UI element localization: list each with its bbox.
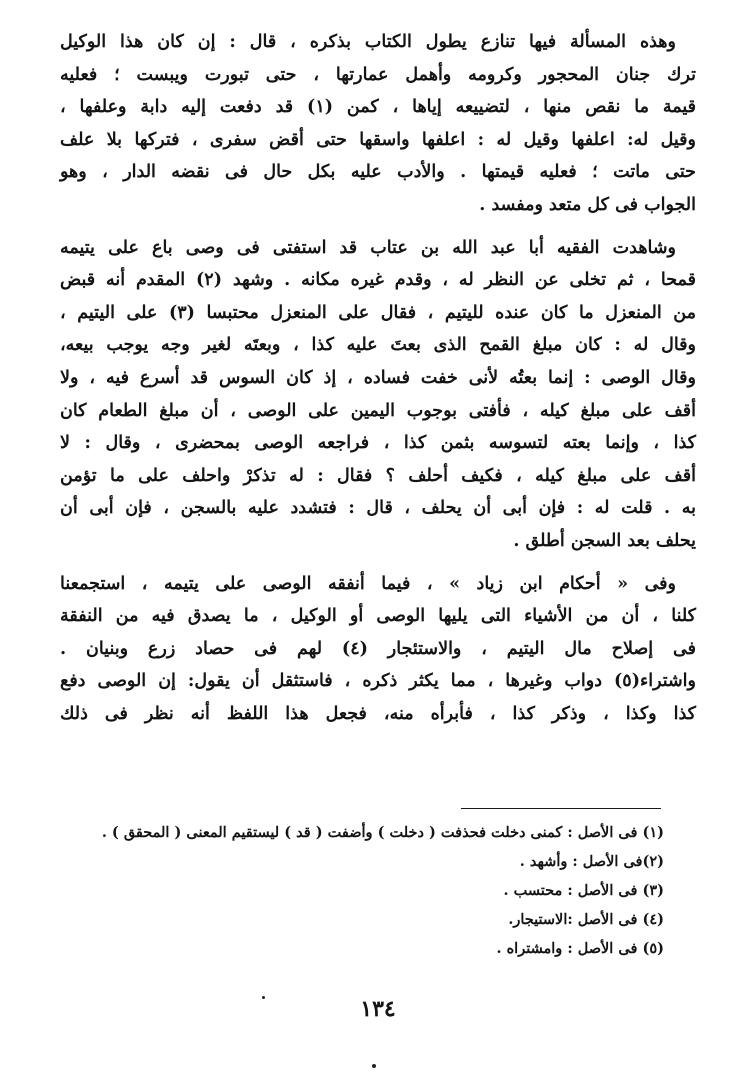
text-line: ترك جنان المحجور وكرومه وأهمل عمارتها ، حتى تبورت ويبست ؛ فعليه: [60, 64, 696, 85]
speck: [372, 1064, 376, 1068]
text-line: وقال الوصى : إنما بعتُه لأنى خفت فساده ، إذ كان السوس قد أسرع فيه ، ولا: [60, 367, 696, 388]
text-line: وهذه المسألة فيها تنازع يطول الكتاب بذكره ، قال : إن كان هذا الوكيل: [60, 32, 676, 52]
footnote-2: (٢)فى الأصل : وأشهد .: [519, 853, 664, 870]
text-line: وقال له : كان مبلغ القمح الذى بعتَ عليه كذا ، وبعتَه لغير وجه يوجب بيعه،: [60, 335, 696, 356]
text-line: أقف على مبلغ كيله ، فكيف أحلف ؟ فقال : له تذكرْ واحلف على ما تؤمن: [60, 465, 696, 486]
text-line: كلنا ، أن من الأشياء التى يليها الوصى أو الوكيل ، ما يصدق فيه من النفقة: [60, 606, 696, 627]
text-line: أقف على مبلغ كيله ، فأفتى بوجوب اليمين على الوصى ، أن مبلغ الطعام كان: [60, 400, 696, 421]
text-line: وفى « أحكام ابن زياد » ، فيما أنفقه الوصى على يتيمه ، استجمعنا: [60, 573, 676, 594]
text-line: واشتراء(٥) دواب وغيرها ، مما يكثر ذكره ، فاستثقل أن يقول: إن الوصى دفع: [60, 671, 696, 692]
paragraph-2: [60, 232, 696, 558]
text-line: قيمة ما نقص منها ، لتضييعه إياها ، كمن (١) قد دفعت إليه دابة وعلفها ،: [60, 97, 696, 118]
page-number: ١٣٤: [360, 996, 396, 1022]
footnotes: [101, 818, 664, 963]
text-line: كذا ، وإنما بعته لتسوسه بثمن كذا ، فراجعه الوصى بمحضرى ، وقال : لا: [60, 433, 696, 454]
footnote-4: (٤) فى الأصل :الاستيجار.: [508, 911, 664, 928]
paragraph-3: [60, 568, 696, 731]
footnote-3: (٣) فى الأصل : محتسب .: [503, 882, 664, 899]
text-line: به . قلت له : فإن أبى أن يحلف ، قال : فتشدد عليه بالسجن ، فإن أبى أن: [60, 498, 696, 519]
speck: [262, 996, 265, 999]
footnote-1: (١) فى الأصل : كمنى دخلت فحذفت ( دخلت ) وأضفت ( قد ) ليستقيم المعنى ( المحقق ) .: [101, 824, 664, 841]
text-line: يحلف بعد السجن أطلق .: [513, 530, 696, 551]
main-text: [60, 26, 696, 740]
text-line: فى إصلاح مال اليتيم ، والاستئجار (٤) لهم فى حصاد زرع وبنيان .: [60, 638, 696, 659]
text-line: وشاهدت الفقيه أبا عبد الله بن عتاب قد استفتى فى وصى باع على يتيمه: [60, 237, 676, 258]
text-line: حتى ماتت ؛ فعليه قيمتها . والأدب عليه بكل حال فى نقضه الدار ، وهو: [60, 162, 696, 183]
text-line: وقيل له: اعلفها وقيل له : اعلفها واسقها حتى أقض سفرى ، فتركها بلا علف: [60, 129, 696, 150]
footnote-separator: [461, 808, 661, 809]
text-line: الجواب فى كل متعد ومفسد .: [479, 194, 696, 215]
footnote-5: (٥) فى الأصل : وامشتراه .: [496, 940, 664, 957]
text-line: قمحا ، ثم تخلى عن النظر له ، وقدم غيره مكانه . وشهد (٢) المقدم أنه قبض: [60, 270, 696, 291]
text-line: من المنعزل ما كان عنده لليتيم ، فقال على المنعزل محتبسا (٣) على اليتيم ،: [60, 302, 696, 323]
paragraph-1: [60, 26, 696, 222]
text-line: كذا وكذا ، وذكر كذا ، فأبرأه منه، فجعل هذا اللفظ أنه نظر فى ذلك: [60, 703, 696, 724]
